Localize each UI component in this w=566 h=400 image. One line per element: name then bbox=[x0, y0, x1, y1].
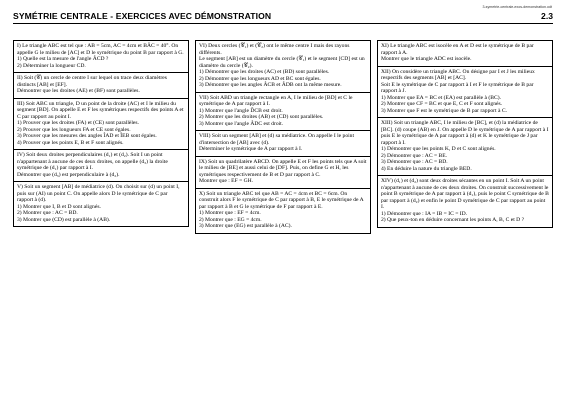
question-item: 2) Montrer que : AC = BD. bbox=[17, 210, 78, 216]
exercise-box bbox=[13, 99, 189, 151]
column-3 bbox=[377, 40, 553, 228]
question-item: 1) Démontrer que les droites (AC) et (BD) sont parallèles. bbox=[199, 69, 330, 75]
title-bar bbox=[13, 11, 553, 24]
question-list bbox=[17, 204, 185, 224]
file-reference: 3-symetrie-centrale-exos-demonstration.odt bbox=[482, 5, 552, 9]
exercise-box bbox=[377, 176, 553, 228]
question-item: 1) Démontrer que : IA = IB = IC = ID. bbox=[381, 210, 468, 217]
exercise-statement: V) Soit un segment [AB] de médiatrice (d). On choisit sur (d) un point I, puis sur (AI) un point C. On appelle alors D le symétrique de C par rapport à (d). bbox=[17, 184, 180, 203]
question-item: 1) Montrer que l'angle D̂CB est droit. bbox=[199, 107, 283, 114]
exercise-box bbox=[13, 40, 189, 73]
exercise-box bbox=[195, 189, 371, 234]
question-item: 2) Déterminer la longueur CD. bbox=[17, 62, 86, 69]
question-item: 1) Montrer que I, B et D sont alignés. bbox=[17, 203, 101, 210]
question-item: 3) Montrer que l'angle ÂDC est droit. bbox=[199, 120, 284, 127]
exercise-statement: I) Le triangle ABC est tel que : AB = 5cm, AC = 4cm et BÂC = 40°. On appelle G le milieu de [AC] et D le symétrique du point B par rapport à G. bbox=[17, 43, 184, 56]
question-list bbox=[199, 210, 367, 230]
question-list bbox=[17, 56, 185, 69]
question-item: 2) Prouver que les longueurs FA et CE sont égales. bbox=[17, 126, 131, 133]
question-item: 2) Que peux-ton en déduire concernant les points A, B, C et D ? bbox=[381, 217, 525, 223]
question-item: 4) Prouver que les points E, B et F sont alignés. bbox=[17, 139, 124, 146]
column-1 bbox=[13, 40, 189, 227]
exercise-box bbox=[195, 131, 371, 157]
exercise-box bbox=[377, 67, 553, 119]
exercise-box bbox=[13, 150, 189, 182]
exercise-statement: X) Soit un triangle ABC tel que AB = AC = 4cm et BC = 6cm. On construit alors F le symétrique de C par rapport à B, E le symétrique de A par rapport à B et G le symétrique de F par rapport à E. bbox=[199, 190, 364, 210]
column-2 bbox=[195, 40, 371, 234]
question-item: 1) Démontrer que les points K, D et C sont alignés. bbox=[381, 146, 496, 152]
exercise-box bbox=[13, 182, 189, 227]
exercise-box bbox=[13, 73, 189, 99]
exercise-statement: III) Soit ABC un triangle, D un point de la droite (AC) et I le milieu du segment [BD]. On appelle E et F les symétriques respectifs des points A et C par rapport au point I. bbox=[17, 100, 184, 120]
exercise-box bbox=[377, 118, 553, 176]
question-item: 3) Montrer que (EG) est parallèle à (AC). bbox=[199, 223, 292, 229]
exercise-statement: XIII) Soit un triangle ABC, I le milieu de [BC], et (d) la médiatrice de [BC]. (d) coupe (AB) en J. On appelle D le symétrique de A par rapport à I puis E le symétrique de A par rapport à (d) et K le symétrique de J par rapport à I. bbox=[381, 120, 549, 146]
question-item: 1) Montrer que : EF = 4cm. bbox=[199, 210, 261, 216]
exercise-statement: XI) Le triangle ABC est isocèle en A et D est le symétrique de B par rapport à A. Montrer que le triangle ADC est isocèle. bbox=[381, 43, 534, 62]
question-item: 3) Montrer que (CD) est parallèle à (AB). bbox=[17, 216, 111, 223]
question-item: 3) Démontrer que : AC = BD. bbox=[381, 159, 448, 165]
question-item: 1) Prouver que les droites (FA) et (CE) sont parallèles. bbox=[17, 120, 139, 126]
question-item: 4) En déduire la nature du triangle BED. bbox=[381, 165, 472, 172]
question-item: 3) Prouver que les mesures des angles ÎAD et ÎEB sont égales. bbox=[17, 133, 157, 139]
question-list bbox=[17, 120, 185, 146]
exercise-statement: VII) Soit ABD un triangle rectangle en A, I le milieu de [BD] et C le symétrique de A par rapport à I. bbox=[199, 94, 353, 107]
question-item: 2) Démontrer que les longueurs AD et BC sont égales. bbox=[199, 75, 321, 82]
question-list bbox=[381, 146, 549, 172]
question-list bbox=[381, 95, 549, 115]
exercise-box bbox=[195, 40, 371, 93]
exercise-statement: VI) Deux cercles (𝒞₁) et (𝒞₂) ont le même centre I mais des rayons différents. Le segment [AB] est un diamètre du cercle (𝒞₁) et le segment [CD] est un diamètre du cercle (𝒞₂). bbox=[199, 43, 365, 69]
exercise-statement: IX) Soit un quadrilatère ABCD. On appelle E et F les points tels que A soit le milieu de [BE] et aussi celui de [DF]. Puis, on define G et H, les symétriques respectivement de B et D par rapport à C. Montrer que : EF = GH. bbox=[199, 158, 367, 184]
exercise-statement: XII) On considère un triangle ABC. On désigne par I et J les milieux respectifs des segments [AB] et [AC]. Soit E le symétrique de C par rapport à I et F le symétrique de B par rapport à J. bbox=[381, 68, 535, 94]
question-item: 3) Montrer que F est le symétrique de B par rapport à C. bbox=[381, 107, 507, 114]
exercise-box bbox=[195, 93, 371, 132]
exercise-statement: IV) Soit deux droites perpendiculaires (d₁) et (d₂). Soit I un point n'appartenant à aucune de ces deux droites, on appelle (d₃) la droite symétrique de (d₁) par rapport à I. Démontrer que (d₃) est perpendiculaire à (d₂). bbox=[17, 152, 168, 178]
question-list bbox=[381, 211, 549, 224]
exercise-statement: II) Soit (𝒞) un cercle de centre I sur lequel on trace deux diamètres distincts [AB] et [EF]. Démontrer que les droites (AE) et (BF) sont parallèles. bbox=[17, 75, 167, 94]
exercise-box bbox=[195, 157, 371, 189]
page-title: SYMÉTRIE CENTRALE - EXERCICES AVEC DÉMONSTRATION bbox=[13, 11, 272, 21]
question-item: 2) Montrer que : EG = 4cm. bbox=[199, 216, 262, 223]
question-item: 2) Montrer que les droites (AB) et (CD) sont parallèles. bbox=[199, 114, 324, 120]
page-number: 2.3 bbox=[541, 11, 553, 21]
exercise-statement: VIII) Soit un segment [AB] et (d) sa médiatrice. On appelle I le point d'intersection de [AB] avec (d). Déterminer le symétrique de A par rapport à I. bbox=[199, 133, 355, 152]
question-item: 1) Quelle est la mesure de l'angle ÂCD ? bbox=[17, 56, 109, 62]
exercise-box bbox=[377, 40, 553, 67]
question-item: 1) Montrer que EA = BC et (EA) est parallèle à (BC). bbox=[381, 94, 501, 101]
question-list bbox=[199, 69, 367, 89]
question-item: 2) Démontrer que : AC = BE. bbox=[381, 152, 448, 159]
exercise-statement: XIV) (d₁) et (d₂) sont deux droites sécantes en un point I. Soit A un point n'appartenant à aucune de ces deux droites. On construit successivement le point B symétrique de A par rapport à (d₁), puis le point C symétrique de B par rapport à (d₂) et enfin le point D symétrique de C par rapport au point I. bbox=[381, 178, 549, 210]
question-list bbox=[199, 108, 367, 128]
question-item: 3) Démontrer que les angles ÂCB et ÂDB ont la même mesure. bbox=[199, 82, 342, 88]
question-item: 2) Montrer que CF = BC et que E, C et F sont alignés. bbox=[381, 101, 503, 107]
